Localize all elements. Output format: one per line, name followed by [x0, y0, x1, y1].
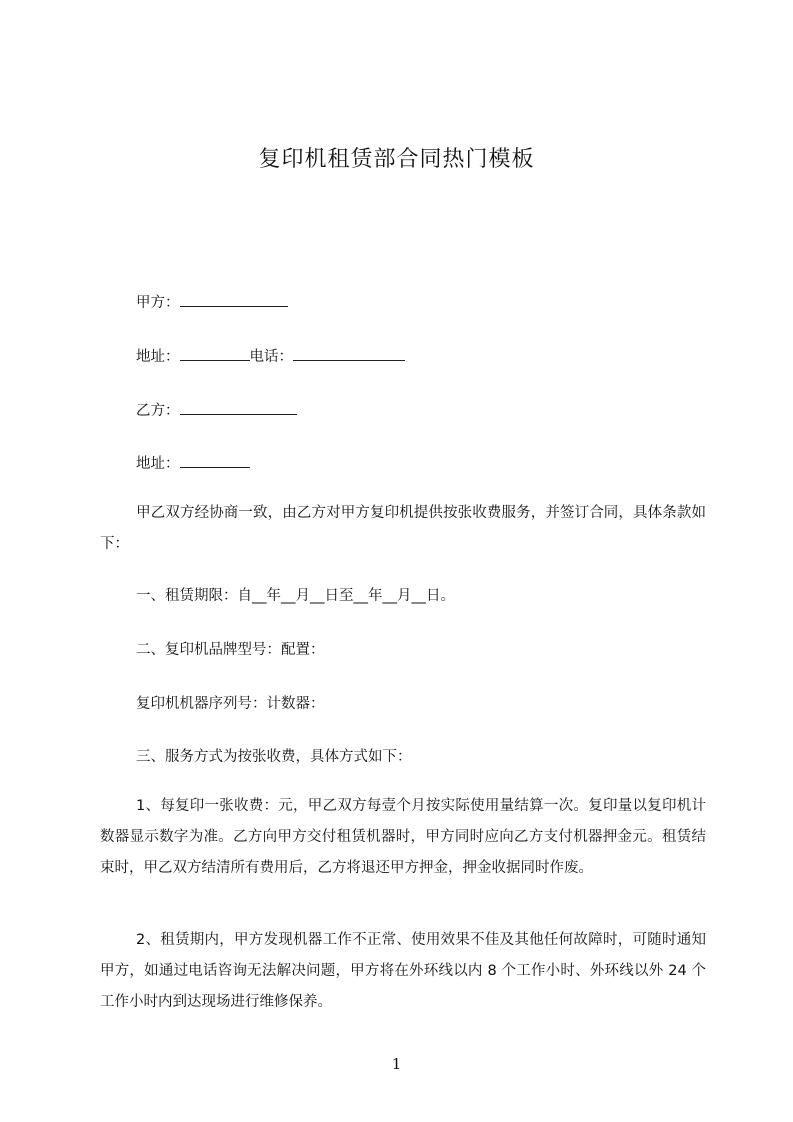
item-2-paragraph — [100, 925, 706, 1018]
intro-paragraph — [100, 498, 706, 560]
address-phone-line — [136, 345, 405, 366]
clause-3: 三、服务方式为按张收费，具体方式如下： — [136, 749, 412, 765]
intro-text: 甲乙双方经协商一致，由乙方对甲方复印机提供按张收费服务，并签订合同，具体条款如下： — [100, 505, 706, 552]
item-2-text: 2、租赁期内，甲方发现机器工作不正常、使用效果不佳及其他任何故障时，可随时通知甲方，如通过电话咨询无法解决问题，甲方将在外环线以内 8 个工作小时、外环线以外 24 个工作小时内到达现场进行维修保养。 — [100, 932, 706, 1010]
serial-line: 复印机机器序列号：计数器： — [136, 696, 325, 712]
party-b-label: 乙方： — [136, 403, 180, 419]
party-a-blank[interactable] — [180, 292, 288, 307]
address-b-blank[interactable] — [180, 453, 250, 468]
address-b-label: 地址： — [136, 456, 180, 472]
item-1-paragraph — [100, 791, 706, 884]
clause-1: 一、租赁期限：自__年__月__日至__年__月__日。 — [136, 588, 455, 604]
address-b-line — [136, 452, 250, 473]
item-1-text: 1、每复印一张收费：元，甲乙双方每壹个月按实际使用量结算一次。复印量以复印机计数器显示数字为准。乙方向甲方交付租赁机器时，甲方同时应向乙方支付机器押金元。租赁结束时，甲乙双方结清所有费用后，乙方将退还甲方押金，押金收据同时作废。 — [100, 798, 706, 876]
party-a-line — [136, 291, 288, 312]
party-b-blank[interactable] — [180, 400, 297, 415]
phone-blank[interactable] — [293, 346, 405, 361]
clause-2: 二、复印机品牌型号：配置： — [136, 642, 325, 658]
party-b-line — [136, 399, 297, 420]
address-label: 地址： — [136, 349, 180, 365]
phone-label: 电话： — [249, 349, 293, 365]
document-title: 复印机租赁部合同热门模板 — [258, 147, 535, 172]
address-blank[interactable] — [180, 346, 250, 361]
page-number: 1 — [391, 1055, 402, 1073]
party-a-label: 甲方： — [136, 295, 180, 311]
